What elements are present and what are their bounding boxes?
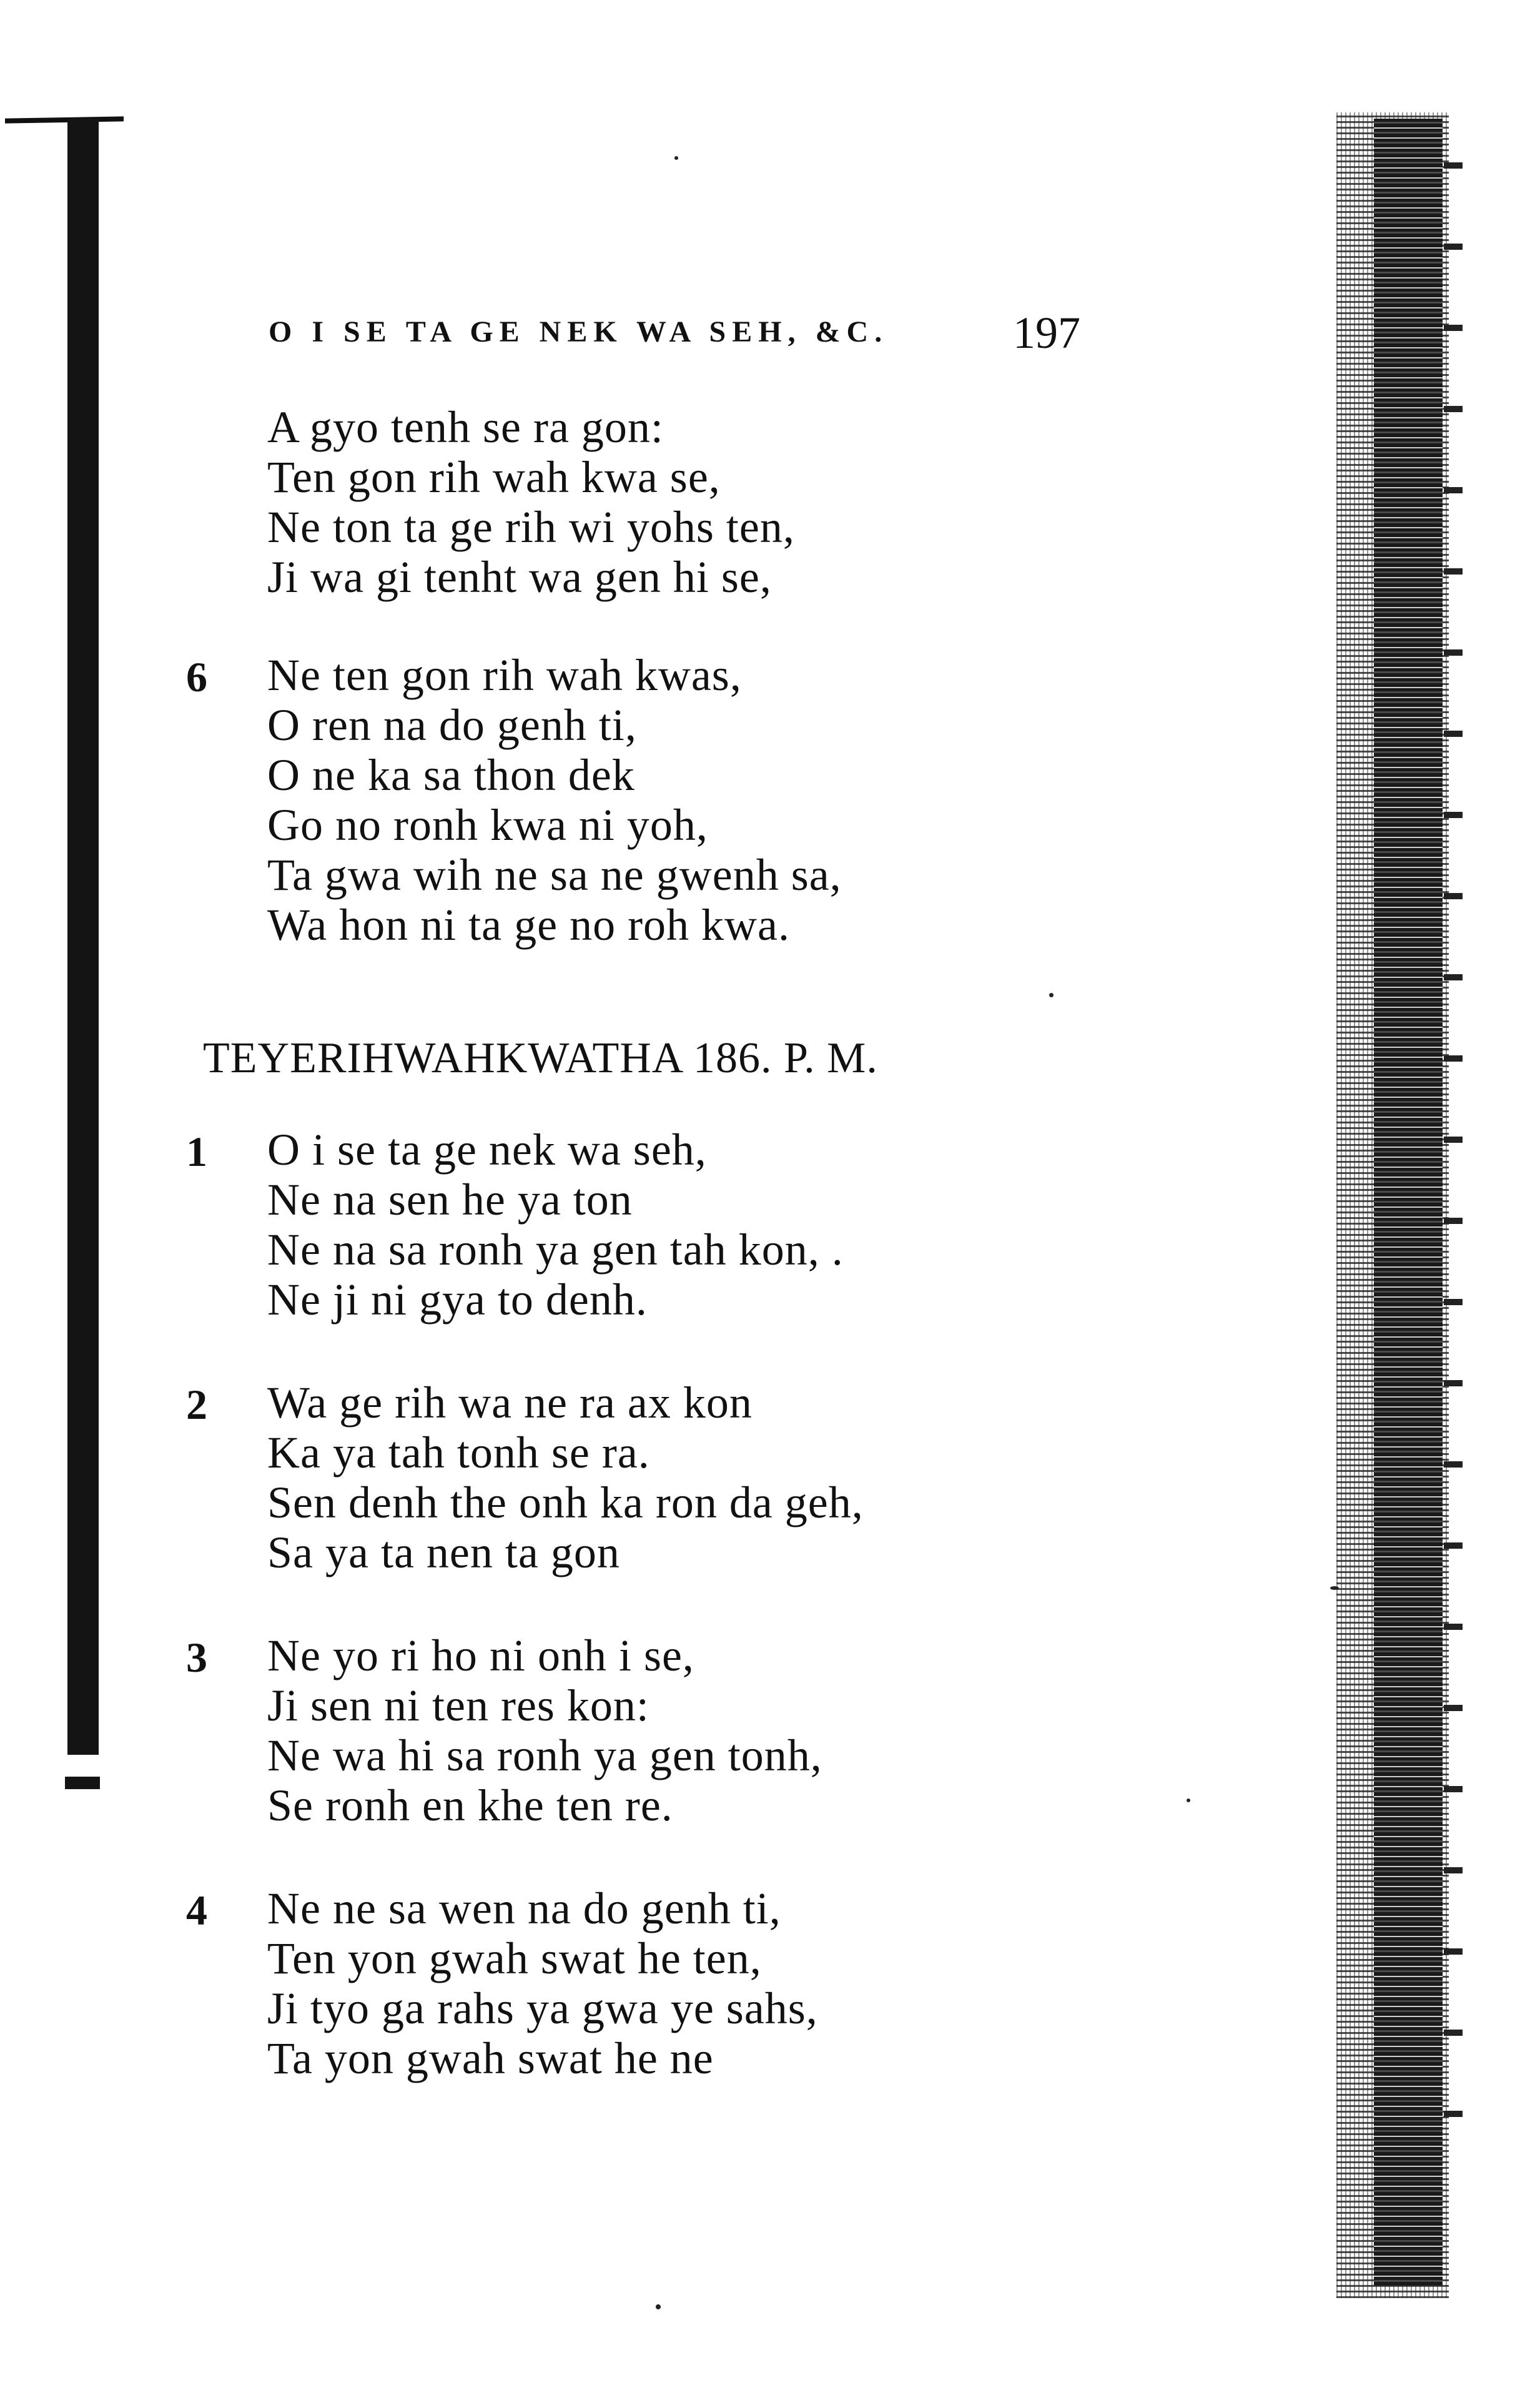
verse-line: Ta yon gwah swat he ne <box>267 2033 714 2083</box>
verse-line: Ten yon gwah swat he ten, <box>267 1933 762 1983</box>
page-number: 197 <box>1013 308 1080 358</box>
verse-line: Ta gwa wih ne sa ne gwenh sa, <box>267 850 842 900</box>
verse-line: Ne wa hi sa ronh ya gen tonh, <box>267 1730 822 1780</box>
running-head <box>269 307 1080 363</box>
scan-speck <box>674 156 678 160</box>
verse-line: Ji sen ni ten res kon: <box>267 1680 649 1730</box>
stanza-number: 3 <box>186 1634 207 1681</box>
scanned-edge-ticks <box>1444 156 1463 2154</box>
verse-line: Ne ji ni gya to denh. <box>267 1275 648 1325</box>
verse-line: Sa ya ta nen ta gon <box>267 1527 620 1577</box>
verse-line: Ji wa gi tenht wa gen hi se, <box>267 552 772 602</box>
verse-line: Ji tyo ga rahs ya gwa ye sahs, <box>267 1983 818 2033</box>
verse-line: Ne na sa ronh ya gen tah kon, . <box>267 1225 844 1275</box>
verse-line: Ne yo ri ho ni onh i se, <box>267 1631 694 1680</box>
binding-edge-cap <box>5 116 124 123</box>
stanza-number: 6 <box>186 653 207 701</box>
scan-speck <box>1187 1799 1190 1802</box>
stanza-number: 4 <box>186 1887 207 1934</box>
stanza-number: 1 <box>186 1128 207 1175</box>
scan-speck <box>1330 1586 1339 1590</box>
verse-line: Ka ya tah tonh se ra. <box>267 1428 650 1478</box>
binding-edge-mark <box>65 1777 100 1789</box>
scan-speck <box>1049 993 1054 997</box>
verse-line: O i se ta ge nek wa seh, <box>267 1125 707 1175</box>
verse-line: Ne ten gon rih wah kwas, <box>267 650 742 700</box>
hymn-title: TEYERIHWAHKWATHA 186. P. M. <box>203 1034 878 1082</box>
verse-line: Ne na sen he ya ton <box>267 1175 633 1225</box>
verse-line: Sen denh the onh ka ron da geh, <box>267 1478 864 1527</box>
verse-line: Ten gon rih wah kwa se, <box>267 452 721 502</box>
verse-line: Ne ton ta ge rih wi yohs ten, <box>267 502 795 552</box>
verse-line: A gyo tenh se ra gon: <box>267 402 664 452</box>
verse-line: O ne ka sa thon dek <box>267 750 635 800</box>
running-head-title: O I SE TA GE NEK WA SEH, &C. <box>269 315 889 348</box>
verse-line: Wa ge rih wa ne ra ax kon <box>267 1378 753 1428</box>
scanned-page-edge-dark <box>1374 119 1443 2286</box>
binding-edge <box>67 119 99 1755</box>
stanza-number: 2 <box>186 1381 207 1428</box>
verse-line: Ne ne sa wen na do genh ti, <box>267 1883 781 1933</box>
verse-line: Wa hon ni ta ge no roh kwa. <box>267 900 790 950</box>
verse-line: Se ronh en khe ten re. <box>267 1780 673 1830</box>
scan-speck <box>656 2304 661 2309</box>
verse-line: Go no ronh kwa ni yoh, <box>267 800 708 850</box>
verse-line: O ren na do genh ti, <box>267 700 637 750</box>
